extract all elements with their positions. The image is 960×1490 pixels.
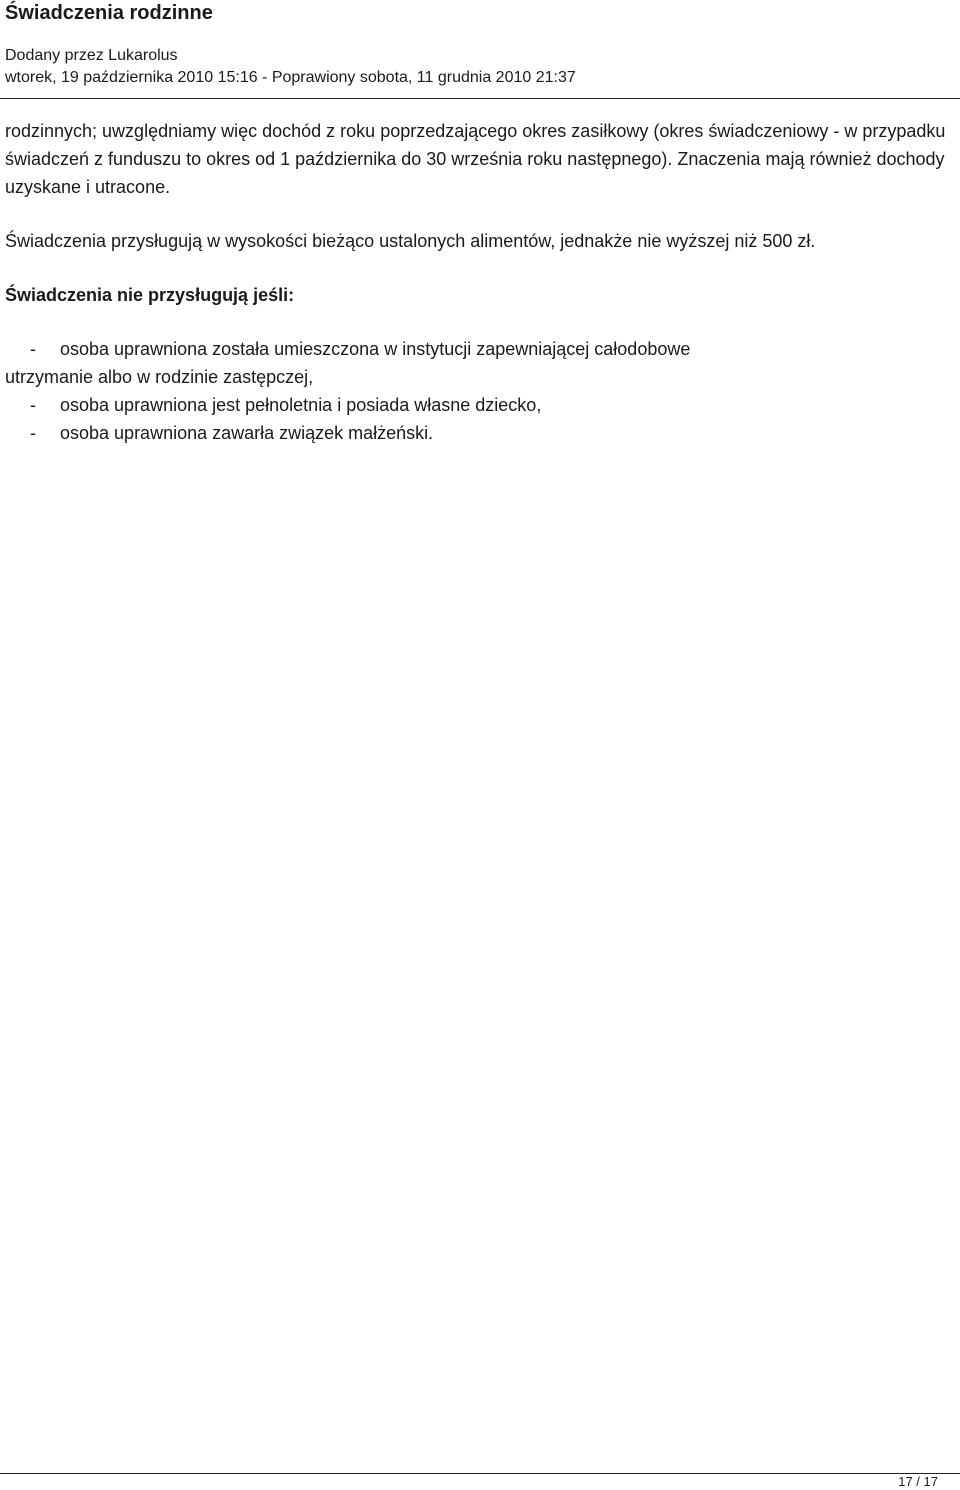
list-item-text: osoba uprawniona została umieszczona w instytucji zapewniającej całodobowe	[60, 339, 691, 359]
author-line: Dodany przez Lukarolus	[5, 47, 178, 64]
page-title: Świadczenia rodzinne	[5, 2, 213, 24]
article-body	[5, 117, 955, 447]
paragraph-income: rodzinnych; uwzględniamy więc dochód z roku poprzedzającego okres zasiłkowy (okres świadczeniowy - w przypadku świadczeń z funduszu to okres od 1 października do 30 września roku następnego). Znaczenia mają również dochody uzyskane i utracone.	[5, 121, 946, 197]
list-item-text: osoba uprawniona jest pełnoletnia i posiada własne dziecko,	[60, 395, 542, 415]
header-divider	[0, 98, 960, 99]
list-item	[5, 335, 955, 363]
paragraph-amount: Świadczenia przysługują w wysokości bieżąco ustalonych alimentów, jednakże nie wyższej niż 500 zł.	[5, 231, 816, 251]
page-number: 17 / 17	[898, 1474, 938, 1489]
conditions-list	[5, 335, 955, 447]
list-dash: -	[30, 395, 36, 415]
list-dash: -	[30, 339, 36, 359]
section-heading: Świadczenia nie przysługują jeśli:	[5, 285, 295, 305]
list-item	[5, 419, 955, 447]
footer-divider	[0, 1473, 960, 1474]
dates-line: wtorek, 19 października 2010 15:16 - Poprawiony sobota, 11 grudnia 2010 21:37	[5, 69, 576, 86]
page-header	[5, 0, 955, 89]
list-dash: -	[30, 423, 36, 443]
list-item	[5, 391, 955, 419]
list-item-continuation: utrzymanie albo w rodzinie zastępczej,	[5, 367, 314, 387]
list-item-text: osoba uprawniona zawarła związek małżeński.	[60, 423, 434, 443]
